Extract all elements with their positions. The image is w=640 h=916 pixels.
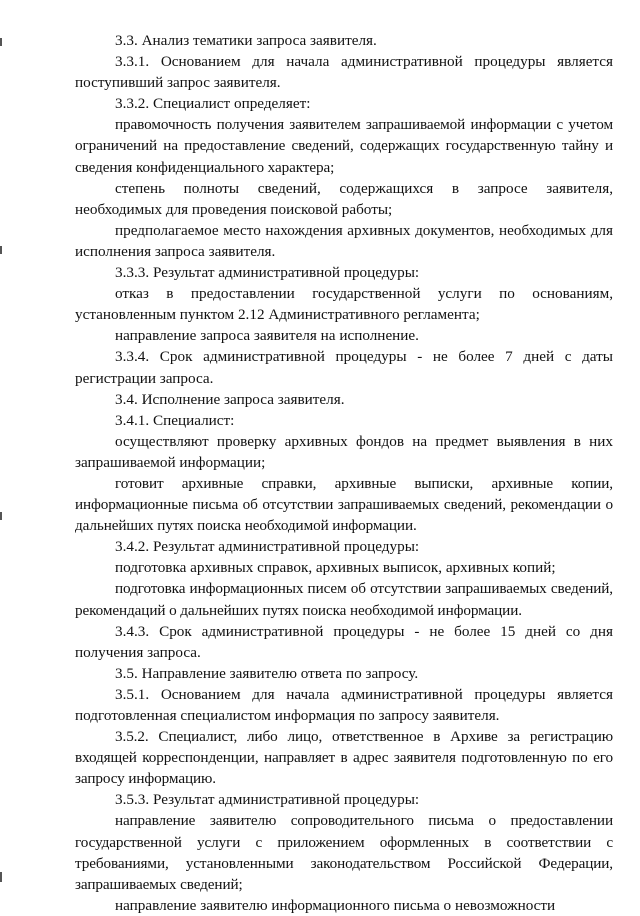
paragraph: 3.5.2. Специалист, либо лицо, ответственное в Архиве за регистрацию входящей корреспонденции, направляет в адрес заявителя подготовленную по его запросу информацию. — [75, 728, 613, 788]
paragraph: 3.4.3. Срок административной процедуры - не более 15 дней со дня получения запроса. — [75, 622, 613, 661]
list-item: подготовка информационных писем об отсутствии запрашиваемых сведений, рекомендаций о дальнейших путях поиска необходимой информации. — [75, 580, 613, 619]
paragraph: 3.3.3. Результат административной процедуры: — [115, 264, 420, 282]
list-item: готовит архивные справки, архивные выписки, архивные копии, информационные письма об отсутствии запрашиваемых сведений, рекомендации о дальнейших путях поиска необходимой информации. — [75, 474, 613, 535]
scan-edge-mark — [0, 872, 2, 882]
list-item: направление запроса заявителя на исполнение. — [115, 327, 419, 345]
list-item: подготовка архивных справок, архивных выписок, архивных копий; — [115, 559, 556, 577]
scan-edge-mark — [0, 512, 2, 520]
list-item: направление заявителю сопроводительного письма о предоставлении государственной услуги с приложением оформленных в соответствии с требованиями, установленными законодательством Российской Федерации, запрашиваемых сведений; — [75, 812, 613, 893]
section-heading: 3.3. Анализ тематики запроса заявителя. — [115, 32, 377, 49]
paragraph: 3.3.2. Специалист определяет: — [115, 95, 311, 113]
list-item: степень полноты сведений, содержащихся в запросе заявителя, необходимых для проведения поисковой работы; — [75, 179, 613, 218]
document-body — [75, 30, 613, 916]
paragraph: 3.4.1. Специалист: — [115, 411, 235, 429]
list-item: предполагаемое место нахождения архивных документов, необходимых для исполнения запроса заявителя. — [75, 221, 613, 260]
paragraph: 3.5.3. Результат административной процедуры: — [115, 791, 420, 809]
list-item: правомочность получения заявителем запрашиваемой информации с учетом ограничений на предоставление сведений, содержащих государственную тайну и сведения конфиденциального характера; — [75, 116, 613, 176]
paragraph: 3.4.2. Результат административной процедуры: — [115, 538, 420, 556]
paragraph: 3.3.4. Срок административной процедуры - не более 7 дней с даты регистрации запроса. — [75, 348, 613, 387]
list-item: отказ в предоставлении государственной услуги по основаниям, установленным пунктом 2.12 Административного регламента; — [75, 285, 613, 324]
list-item: осуществляют проверку архивных фондов на предмет выявления в них запрашиваемой информации; — [75, 432, 613, 471]
scan-edge-mark — [0, 38, 2, 46]
scan-edge-mark — [0, 246, 2, 254]
paragraph: 3.3.1. Основанием для начала административной процедуры является поступивший запрос заявителя. — [75, 53, 613, 92]
section-heading: 3.4. Исполнение запроса заявителя. — [115, 390, 345, 408]
list-item: направление заявителю информационного письма о невозможности — [115, 896, 556, 914]
paragraph: 3.5.1. Основанием для начала административной процедуры является подготовленная специалистом информация по запросу заявителя. — [75, 685, 613, 724]
section-heading: 3.5. Направление заявителю ответа по запросу. — [115, 664, 419, 682]
